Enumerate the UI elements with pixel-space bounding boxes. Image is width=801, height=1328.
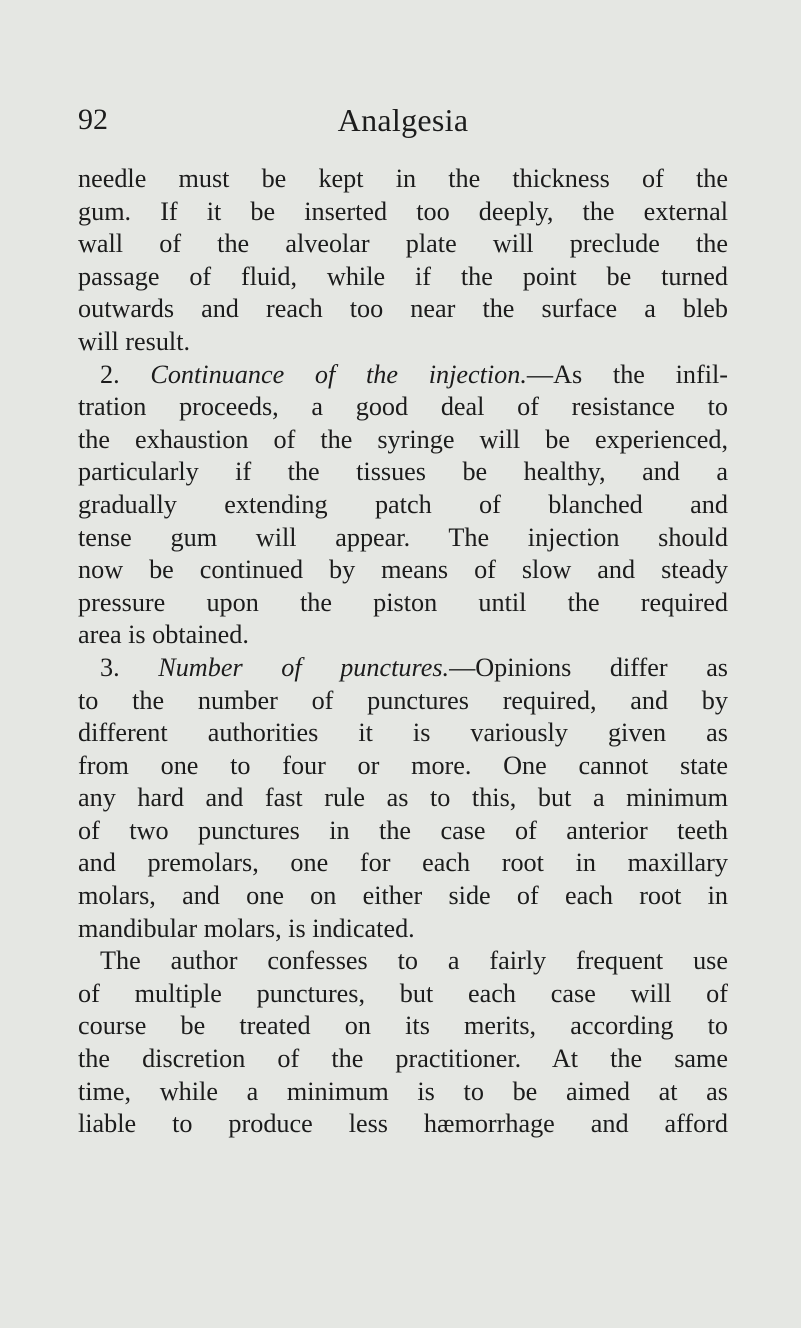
running-title: Analgesia xyxy=(337,102,469,138)
text-line: gum. If it be inserted too deeply, the external xyxy=(78,196,728,226)
text-line: now be continued by means of slow and steady xyxy=(78,555,728,585)
text-line: needle must be kept in the thickness of the xyxy=(78,164,728,193)
text-line: time, while a minimum is to be aimed at as xyxy=(78,1076,728,1106)
page-number: 92 xyxy=(78,103,108,136)
section-number: 2. xyxy=(100,359,120,389)
text-line: the discretion of the practitioner. At the same xyxy=(78,1044,728,1074)
section-heading-line xyxy=(78,359,728,392)
text-line: the exhaustion of the syringe will be experienced, xyxy=(78,424,728,454)
text-line: course be treated on its merits, according to xyxy=(78,1011,728,1041)
text-line: from one to four or more. One cannot state xyxy=(78,750,728,780)
text-line: any hard and fast rule as to this, but a minimum xyxy=(78,783,728,813)
text-line: and premolars, one for each root in maxillary xyxy=(78,848,728,878)
text-line: gradually extending patch of blanched and xyxy=(78,489,728,519)
text-line: to the number of punctures required, and by xyxy=(78,685,728,715)
body-text xyxy=(78,163,728,1141)
page-header xyxy=(78,98,728,142)
text-line: pressure upon the piston until the required xyxy=(78,587,728,617)
section-heading-line xyxy=(78,652,728,685)
text-line: passage of fluid, while if the point be turned xyxy=(78,261,728,291)
text-line: liable to produce less hæmorrhage and afford xyxy=(78,1109,728,1139)
text-line: mandibular molars, is indicated. xyxy=(78,913,415,943)
text-line: outwards and reach too near the surface a bleb xyxy=(78,294,728,324)
text-line: particularly if the tissues be healthy, and a xyxy=(78,457,728,487)
text-line: will result. xyxy=(78,326,191,356)
text-line: area is obtained. xyxy=(78,620,249,650)
text-line: The author confesses to a fairly frequent use xyxy=(100,946,728,976)
text-line: molars, and one on either side of each root in xyxy=(78,881,728,911)
text-line: different authorities it is variously given as xyxy=(78,718,728,748)
section-heading: Number of punctures. xyxy=(158,652,450,682)
text-line: tense gum will appear. The injection should xyxy=(78,522,728,552)
section-number: 3. xyxy=(100,652,120,682)
text-line: of multiple punctures, but each case will of xyxy=(78,978,728,1008)
text-line: wall of the alveolar plate will preclude the xyxy=(78,229,728,259)
section-heading: Continuance of the injection. xyxy=(150,359,527,389)
text-fragment: —As the infil- xyxy=(526,359,728,389)
text-line: tration proceeds, a good deal of resistance to xyxy=(78,392,728,422)
text-fragment: —Opinions differ as xyxy=(449,652,729,682)
text-line: of two punctures in the case of anterior teeth xyxy=(78,815,728,845)
